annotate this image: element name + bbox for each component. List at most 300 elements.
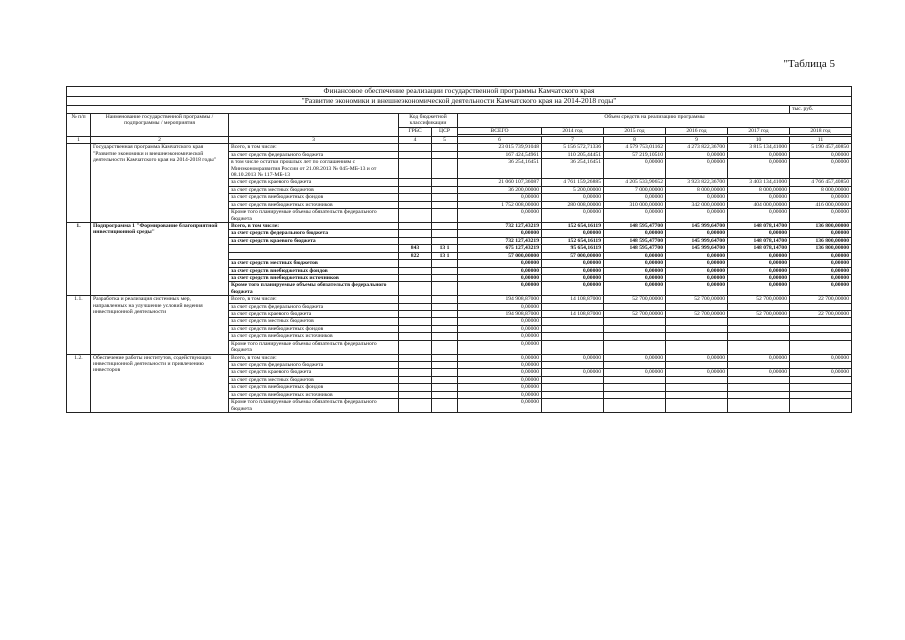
grbs-code: [399, 274, 432, 281]
amount-cell: 342 000,00000: [666, 201, 728, 208]
amount-cell: 136 800,00000: [790, 245, 852, 252]
column-number: 9: [666, 136, 728, 143]
amount-cell: 0,00000: [728, 354, 790, 361]
funding-source: за счет средств внебюджетных фондов: [229, 267, 399, 274]
amount-cell: [542, 340, 604, 354]
csr-code: [432, 223, 458, 230]
financing-table: [66, 86, 852, 413]
grbs-code: [399, 376, 432, 383]
grbs-code: [399, 230, 432, 237]
grbs-code: [399, 237, 432, 244]
amount-cell: [790, 376, 852, 383]
grbs-code: [399, 260, 432, 267]
amount-cell: 0,00000: [666, 151, 728, 158]
amount-cell: 0,00000: [790, 252, 852, 259]
funding-source: [229, 245, 399, 252]
amount-cell: 0,00000: [666, 267, 728, 274]
grbs-code: 822: [399, 252, 432, 259]
header-2015: 2015 год: [604, 127, 666, 134]
column-number: 4: [399, 136, 432, 143]
amount-cell: 57 000,00000: [458, 252, 542, 259]
amount-cell: 0,00000: [458, 354, 542, 361]
amount-cell: 8 000,00000: [666, 186, 728, 193]
amount-cell: 36 254,16451: [458, 159, 542, 179]
amount-cell: 0,00000: [666, 209, 728, 223]
table-row: [67, 144, 852, 151]
amount-cell: 404 000,00000: [728, 201, 790, 208]
amount-cell: 95 654,16119: [542, 245, 604, 252]
amount-cell: [728, 399, 790, 413]
table-row: [67, 223, 852, 230]
amount-cell: 0,00000: [458, 282, 542, 296]
row-number: 1.: [67, 223, 91, 296]
amount-cell: 57 000,00000: [542, 252, 604, 259]
amount-cell: 0,00000: [666, 260, 728, 267]
amount-cell: 0,00000: [790, 194, 852, 201]
amount-cell: 0,00000: [542, 274, 604, 281]
amount-cell: 3 403 134,41000: [728, 179, 790, 186]
amount-cell: 136 800,00000: [790, 223, 852, 230]
amount-cell: 0,00000: [728, 252, 790, 259]
amount-cell: [542, 303, 604, 310]
amount-cell: 5 200,00000: [542, 186, 604, 193]
amount-cell: 0,00000: [604, 159, 666, 179]
csr-code: [432, 144, 458, 151]
funding-source: Кроме того планируемые объемы обязательств федерального бюджета: [229, 209, 399, 223]
amount-cell: 4 761 159,26885: [542, 179, 604, 186]
amount-cell: 148 078,14700: [728, 237, 790, 244]
header-2014: 2014 год: [542, 127, 604, 134]
funding-source: за счет средств внебюджетных фондов: [229, 384, 399, 391]
amount-cell: 14 108,87000: [542, 296, 604, 303]
grbs-code: 843: [399, 245, 432, 252]
amount-cell: 194 908,87000: [458, 311, 542, 318]
funding-source: за счет средств федерального бюджета: [229, 230, 399, 237]
header-kbk: Код бюджетной классификации: [399, 113, 458, 127]
amount-cell: 8 000,00000: [728, 186, 790, 193]
amount-cell: [728, 318, 790, 325]
grbs-code: [399, 354, 432, 361]
grbs-code: [399, 151, 432, 158]
amount-cell: [666, 376, 728, 383]
csr-code: [432, 151, 458, 158]
column-number: 6: [458, 136, 542, 143]
grbs-code: [399, 369, 432, 376]
grbs-code: [399, 340, 432, 354]
funding-source: за счет средств внебюджетных источников: [229, 274, 399, 281]
amount-cell: 0,00000: [728, 209, 790, 223]
amount-cell: [728, 391, 790, 398]
csr-code: [432, 391, 458, 398]
amount-cell: 0,00000: [728, 267, 790, 274]
amount-cell: 145 999,64700: [666, 223, 728, 230]
header-2018: 2018 год: [790, 127, 852, 134]
table-subtitle: "Развитие экономики и внешнеэкономической деятельности Камчатского края на 2014-2018 годы": [67, 96, 852, 106]
amount-cell: 0,00000: [542, 260, 604, 267]
amount-cell: [790, 303, 852, 310]
column-number: 5: [432, 136, 458, 143]
row-name: Государственная программа Камчатского края "Развитие экономики и внешнеэкономической деятельности Камчатского края на 2014-2018 годы": [91, 144, 229, 223]
csr-code: [432, 384, 458, 391]
amount-cell: 145 999,64700: [666, 245, 728, 252]
amount-cell: 0,00000: [542, 194, 604, 201]
funding-source: за счет средств краевого бюджета: [229, 237, 399, 244]
grbs-code: [399, 194, 432, 201]
amount-cell: 1 752 008,00000: [458, 201, 542, 208]
amount-cell: 23 015 739,91048: [458, 144, 542, 151]
amount-cell: 0,00000: [790, 274, 852, 281]
amount-cell: 0,00000: [458, 230, 542, 237]
row-number: 1.1.: [67, 296, 91, 354]
amount-cell: 0,00000: [666, 282, 728, 296]
amount-cell: [790, 399, 852, 413]
grbs-code: [399, 303, 432, 310]
amount-cell: 136 800,00000: [790, 237, 852, 244]
csr-code: [432, 209, 458, 223]
amount-cell: [790, 318, 852, 325]
funding-source: за счет средств внебюджетных источников: [229, 333, 399, 340]
amount-cell: 14 108,87000: [542, 311, 604, 318]
amount-cell: [728, 303, 790, 310]
amount-cell: [790, 340, 852, 354]
csr-code: [432, 274, 458, 281]
amount-cell: [728, 325, 790, 332]
amount-cell: 0,00000: [458, 376, 542, 383]
csr-code: [432, 282, 458, 296]
amount-cell: 0,00000: [604, 282, 666, 296]
grbs-code: [399, 179, 432, 186]
grbs-code: [399, 325, 432, 332]
amount-cell: [728, 333, 790, 340]
amount-cell: 0,00000: [790, 282, 852, 296]
row-number: [67, 144, 91, 223]
amount-cell: 0,00000: [604, 369, 666, 376]
amount-cell: 152 654,16119: [542, 237, 604, 244]
amount-cell: [666, 318, 728, 325]
amount-cell: 0,00000: [604, 230, 666, 237]
row-number: 1.2.: [67, 354, 91, 412]
amount-cell: [790, 333, 852, 340]
funding-source: Кроме того планируемые объемы обязательств федерального бюджета: [229, 340, 399, 354]
amount-cell: 0,00000: [542, 369, 604, 376]
amount-cell: 0,00000: [604, 260, 666, 267]
csr-code: [432, 201, 458, 208]
funding-source: за счет средств внебюджетных источников: [229, 391, 399, 398]
amount-cell: 0,00000: [458, 318, 542, 325]
amount-cell: 0,00000: [542, 282, 604, 296]
amount-cell: 36 254,16451: [542, 159, 604, 179]
header-2016: 2016 год: [666, 127, 728, 134]
header-name: Наименование государственной программы / подпрограммы / мероприятия: [91, 113, 229, 136]
csr-code: [432, 333, 458, 340]
funding-source: за счет средств федерального бюджета: [229, 362, 399, 369]
amount-cell: 4 766 457,40850: [790, 179, 852, 186]
amount-cell: [542, 362, 604, 369]
amount-cell: 675 127,43219: [458, 245, 542, 252]
units-label: тыс. руб.: [790, 106, 852, 113]
grbs-code: [399, 318, 432, 325]
csr-code: [432, 318, 458, 325]
amount-cell: 732 127,43219: [458, 237, 542, 244]
grbs-code: [399, 391, 432, 398]
header-num: № п/п: [67, 113, 91, 136]
grbs-code: [399, 267, 432, 274]
funding-source: Всего, в том числе:: [229, 223, 399, 230]
csr-code: [432, 194, 458, 201]
grbs-code: [399, 144, 432, 151]
csr-code: 13 1: [432, 252, 458, 259]
column-number: 1: [67, 136, 91, 143]
amount-cell: 0,00000: [458, 340, 542, 354]
amount-cell: [728, 362, 790, 369]
amount-cell: 0,00000: [666, 354, 728, 361]
funding-source: за счет средств местных бюджетов: [229, 318, 399, 325]
amount-cell: [790, 384, 852, 391]
column-number: 7: [542, 136, 604, 143]
amount-cell: 0,00000: [790, 209, 852, 223]
amount-cell: 167 424,54961: [458, 151, 542, 158]
column-number: 10: [728, 136, 790, 143]
amount-cell: 0,00000: [790, 230, 852, 237]
amount-cell: [604, 391, 666, 398]
amount-cell: 0,00000: [458, 325, 542, 332]
amount-cell: 310 000,00000: [604, 201, 666, 208]
amount-cell: 0,00000: [666, 274, 728, 281]
table-title: Финансовое обеспечение реализации государственной программы Камчатского края: [67, 87, 852, 97]
csr-code: [432, 267, 458, 274]
funding-source: за счет средств краевого бюджета: [229, 369, 399, 376]
grbs-code: [399, 186, 432, 193]
amount-cell: 4 579 753,01162: [604, 144, 666, 151]
amount-cell: 36 200,00000: [458, 186, 542, 193]
amount-cell: 5 190 457,40850: [790, 144, 852, 151]
csr-code: [432, 311, 458, 318]
funding-source: за счет средств краевого бюджета: [229, 311, 399, 318]
amount-cell: [666, 362, 728, 369]
amount-cell: 8 000,00000: [790, 186, 852, 193]
amount-cell: 148 595,47700: [604, 237, 666, 244]
header-total: ВСЕГО: [458, 127, 542, 134]
amount-cell: 0,00000: [542, 209, 604, 223]
amount-cell: [604, 333, 666, 340]
funding-source: Всего, в том числе:: [229, 296, 399, 303]
amount-cell: 0,00000: [458, 369, 542, 376]
csr-code: [432, 179, 458, 186]
amount-cell: 0,00000: [728, 260, 790, 267]
csr-code: [432, 159, 458, 179]
amount-cell: 0,00000: [666, 369, 728, 376]
amount-cell: 22 700,00000: [790, 296, 852, 303]
amount-cell: 0,00000: [458, 399, 542, 413]
grbs-code: [399, 296, 432, 303]
amount-cell: 3 923 822,36700: [666, 179, 728, 186]
amount-cell: [604, 340, 666, 354]
header-grbs: ГРБС: [399, 127, 432, 136]
csr-code: [432, 230, 458, 237]
amount-cell: 0,00000: [728, 369, 790, 376]
funding-source: за счет средств местных бюджетов: [229, 186, 399, 193]
csr-code: [432, 303, 458, 310]
amount-cell: 148 595,47700: [604, 223, 666, 230]
amount-cell: 0,00000: [458, 260, 542, 267]
amount-cell: 148 595,47700: [604, 245, 666, 252]
amount-cell: 732 127,43219: [458, 223, 542, 230]
amount-cell: 0,00000: [728, 282, 790, 296]
grbs-code: [399, 362, 432, 369]
row-name: Обеспечение работы институтов, содействующих инвестиционной деятельности и привлечению инвесторов: [91, 354, 229, 412]
amount-cell: 4 273 822,36700: [666, 144, 728, 151]
amount-cell: 280 008,00000: [542, 201, 604, 208]
csr-code: [432, 296, 458, 303]
csr-code: [432, 369, 458, 376]
amount-cell: 0,00000: [604, 252, 666, 259]
amount-cell: 0,00000: [542, 230, 604, 237]
amount-cell: 152 654,16119: [542, 223, 604, 230]
grbs-code: [399, 159, 432, 179]
amount-cell: 145 999,64700: [666, 237, 728, 244]
amount-cell: [666, 333, 728, 340]
amount-cell: 0,00000: [790, 267, 852, 274]
amount-cell: 0,00000: [728, 274, 790, 281]
row-name: Подпрограмма 1 "Формирование благоприятной инвестиционной среды": [91, 223, 229, 296]
amount-cell: 0,00000: [790, 354, 852, 361]
amount-cell: 0,00000: [666, 159, 728, 179]
amount-cell: 7 000,00000: [604, 186, 666, 193]
amount-cell: 0,00000: [458, 362, 542, 369]
amount-cell: [604, 376, 666, 383]
amount-cell: 5 156 572,71336: [542, 144, 604, 151]
amount-cell: [542, 376, 604, 383]
amount-cell: [542, 384, 604, 391]
csr-code: [432, 354, 458, 361]
amount-cell: [604, 362, 666, 369]
funding-source: Всего, в том числе:: [229, 144, 399, 151]
amount-cell: [666, 325, 728, 332]
amount-cell: 0,00000: [604, 194, 666, 201]
funding-source: за счет средств федерального бюджета: [229, 151, 399, 158]
funding-source: Кроме того планируемые объемы обязательств федерального бюджета: [229, 282, 399, 296]
amount-cell: [604, 399, 666, 413]
amount-cell: [666, 340, 728, 354]
amount-cell: 0,00000: [458, 267, 542, 274]
amount-cell: 0,00000: [728, 230, 790, 237]
amount-cell: 110 205,44451: [542, 151, 604, 158]
amount-cell: 0,00000: [666, 194, 728, 201]
csr-code: [432, 399, 458, 413]
amount-cell: [728, 384, 790, 391]
column-number: 3: [229, 136, 399, 143]
grbs-code: [399, 333, 432, 340]
amount-cell: 148 078,14700: [728, 245, 790, 252]
amount-cell: 416 000,00000: [790, 201, 852, 208]
grbs-code: [399, 223, 432, 230]
amount-cell: 0,00000: [666, 230, 728, 237]
grbs-code: [399, 201, 432, 208]
amount-cell: 0,00000: [604, 267, 666, 274]
row-name: Разработка и реализация системных мер, направленных на улучшение условий ведения инвестиционной деятельности: [91, 296, 229, 354]
funding-source: за счет средств краевого бюджета: [229, 179, 399, 186]
amount-cell: [666, 303, 728, 310]
amount-cell: [666, 384, 728, 391]
header-volume: Объем средств на реализацию программы: [458, 113, 852, 127]
amount-cell: 52 700,00000: [604, 311, 666, 318]
amount-cell: [790, 362, 852, 369]
funding-source: [229, 252, 399, 259]
csr-code: [432, 186, 458, 193]
amount-cell: 0,00000: [728, 159, 790, 179]
amount-cell: 0,00000: [790, 151, 852, 158]
grbs-code: [399, 399, 432, 413]
amount-cell: [542, 318, 604, 325]
amount-cell: [542, 333, 604, 340]
funding-source: за счет средств внебюджетных фондов: [229, 325, 399, 332]
amount-cell: [604, 384, 666, 391]
amount-cell: [790, 325, 852, 332]
amount-cell: 0,00000: [458, 303, 542, 310]
amount-cell: 0,00000: [458, 209, 542, 223]
amount-cell: [790, 391, 852, 398]
header-2017: 2017 год: [728, 127, 790, 134]
amount-cell: 52 700,00000: [728, 311, 790, 318]
amount-cell: 0,00000: [790, 159, 852, 179]
amount-cell: 0,00000: [790, 260, 852, 267]
amount-cell: 0,00000: [542, 354, 604, 361]
amount-cell: 0,00000: [458, 274, 542, 281]
amount-cell: 0,00000: [458, 384, 542, 391]
csr-code: [432, 376, 458, 383]
grbs-code: [399, 209, 432, 223]
funding-source: за счет средств местных бюджетов: [229, 376, 399, 383]
funding-source: Всего, в том числе:: [229, 354, 399, 361]
funding-source: в том числе остатки прошлых лет по соглашениям с Минэкономразвития России от 21.08.2013 № 045-МБ-13 и от 08.10.2013 № 117-МБ-13: [229, 159, 399, 179]
column-number: 8: [604, 136, 666, 143]
table-number-label: "Таблица 5: [783, 58, 835, 70]
funding-source: за счет средств внебюджетных источников: [229, 201, 399, 208]
header-csr: ЦСР: [432, 127, 458, 136]
csr-code: 13 1: [432, 245, 458, 252]
funding-source: за счет средств федерального бюджета: [229, 303, 399, 310]
amount-cell: 148 078,14700: [728, 223, 790, 230]
column-number: 11: [790, 136, 852, 143]
amount-cell: [604, 325, 666, 332]
csr-code: [432, 362, 458, 369]
amount-cell: 57 219,10510: [604, 151, 666, 158]
amount-cell: 0,00000: [542, 267, 604, 274]
amount-cell: [542, 325, 604, 332]
amount-cell: 194 908,87000: [458, 296, 542, 303]
grbs-code: [399, 384, 432, 391]
amount-cell: [542, 391, 604, 398]
amount-cell: 52 700,00000: [604, 296, 666, 303]
grbs-code: [399, 311, 432, 318]
amount-cell: 3 815 134,41000: [728, 144, 790, 151]
amount-cell: [542, 399, 604, 413]
grbs-code: [399, 282, 432, 296]
amount-cell: 0,00000: [458, 391, 542, 398]
amount-cell: 0,00000: [604, 274, 666, 281]
csr-code: [432, 340, 458, 354]
amount-cell: 22 700,00000: [790, 311, 852, 318]
amount-cell: 52 700,00000: [728, 296, 790, 303]
funding-source: за счет средств внебюджетных фондов: [229, 194, 399, 201]
amount-cell: [666, 391, 728, 398]
csr-code: [432, 260, 458, 267]
table-row: [67, 296, 852, 303]
amount-cell: [728, 340, 790, 354]
funding-source: за счет средств местных бюджетов: [229, 260, 399, 267]
table-row: [67, 354, 852, 361]
amount-cell: 0,00000: [458, 333, 542, 340]
